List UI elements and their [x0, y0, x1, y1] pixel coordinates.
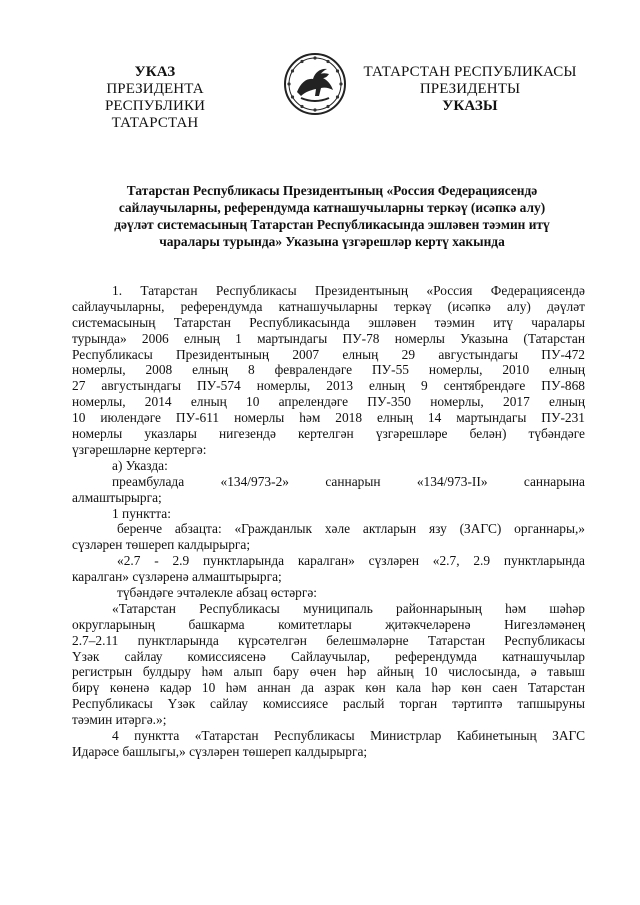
document-body — [72, 283, 585, 760]
body-line: «Татарстан Республикасы муниципаль районнарының һәм шәһәр — [112, 600, 585, 616]
header-left-line: РЕСПУБЛИКИ ТАТАРСТАН — [104, 98, 206, 131]
body-line: а) Указда: — [112, 457, 168, 473]
body-line: алмаштырырга; — [72, 489, 162, 505]
body-line: тәэмин итәргә.»; — [72, 712, 167, 728]
body-line: округларының башкарма комитетлары җитәкчеләренә Нигезләмәнең — [72, 616, 585, 632]
body-line: каралган» сүзләренә алмаштырырга; — [72, 569, 282, 585]
body-line: номерлы указлары нигезендә кертелгән үзгәрешләре белән) түбәндәге — [72, 426, 585, 442]
body-line: бирү көненә кадәр 10 һәм аннан да азрак көн кала һәр көн саен Татарстан — [72, 680, 585, 696]
body-line: үзгәрешләрне кертергә: — [72, 441, 207, 457]
title-line: Татарстан Республикасы Президентының «Россия Федерациясендә — [126, 183, 538, 198]
body-line: преамбулада «134/973-2» саннарын «134/973-II» саннарына — [112, 473, 585, 489]
body-line: Үзәк сайлау комиссиясенә Сайлаучылар, референдумда катнашучылар — [72, 648, 585, 664]
header-left — [70, 64, 240, 132]
header-right-line: УКАЗЫ — [442, 98, 498, 114]
header-left-line: ПРЕЗИДЕНТА — [106, 81, 204, 97]
body-line: 1. Татарстан Республикасы Президентының «Россия Федерациясендә — [112, 283, 585, 298]
body-line: сайлаучыларны, референдумда катнашучыларны теркәү (исәпкә алу) дәүләт — [72, 298, 585, 314]
body-line: номерлы, 2008 елның 8 февралендәге ПУ-55 номерлы, 2010 елның — [72, 362, 585, 378]
title-line: дәүләт системасының Татарстан Республикасында эшләвен тәэмин итү — [114, 217, 550, 232]
body-line: Республикасы Президентының 2007 елның 29 августындагы ПУ-472 — [72, 346, 585, 362]
body-line: турында» 2006 елның 1 мартындагы ПУ-78 номерлы Указына (Татарстан — [72, 330, 585, 346]
title-line: сайлаучыларны, референдумда катнашучыларны теркәү (исәпкә алу) — [118, 200, 546, 215]
body-line: беренче абзацта: «Гражданлык хәле актларын язу (ЗАГС) органнары,» — [117, 521, 585, 537]
body-line: сүзләрен төшереп калдырырга; — [72, 537, 251, 553]
coat-of-arms-icon — [283, 52, 347, 116]
body-line: 4 пунктта «Татарстан Республикасы Министрлар Кабинетының ЗАГС — [112, 728, 585, 744]
body-line: Идарәсе башлыгы,» сүзләрен төшереп калдырырга; — [72, 743, 368, 759]
header-right-line: ТАТАРСТАН РЕСПУБЛИКАСЫ — [363, 64, 577, 80]
body-line: Республикасы Үзәк сайлау комиссиясе раслый торган тәртиптә тапшыруны — [72, 696, 585, 712]
header-left-line: УКАЗ — [134, 64, 176, 80]
header-right-line: ПРЕЗИДЕНТЫ — [419, 81, 521, 97]
header-right — [360, 64, 580, 115]
document-title — [70, 182, 594, 250]
body-line: 2.7–2.11 пунктларында күрсәтелгән белешмәләрне Татарстан Республикасы — [72, 632, 585, 648]
body-line: 1 пунктта: — [112, 505, 171, 521]
body-line: регистрын булдыру һәм алып бару өчен һәр айның 10 числосында, ә тавыш — [72, 664, 585, 680]
body-line: системасының Татарстан Республикасында эшләвен тәэмин итү чаралары — [72, 314, 585, 330]
body-line: 27 августындагы ПУ-574 номерлы, 2013 елның 9 сентябрендәге ПУ-868 — [72, 378, 585, 394]
body-line: түбәндәге эчтәлекле абзац өстәргә: — [117, 585, 318, 601]
body-line: «2.7 - 2.9 пунктларында каралган» сүзләрен «2.7, 2.9 пунктларында — [117, 553, 585, 569]
title-line: чаралары турында» Указына үзгәрешләр кертү хакында — [159, 234, 505, 249]
body-line: 10 июлендәге ПУ-611 номерлы һәм 2018 елның 14 мартындагы ПУ-231 — [72, 410, 585, 426]
body-line: номерлы, 2014 елның 10 апрелендәге ПУ-350 номерлы, 2017 елның — [72, 394, 585, 410]
